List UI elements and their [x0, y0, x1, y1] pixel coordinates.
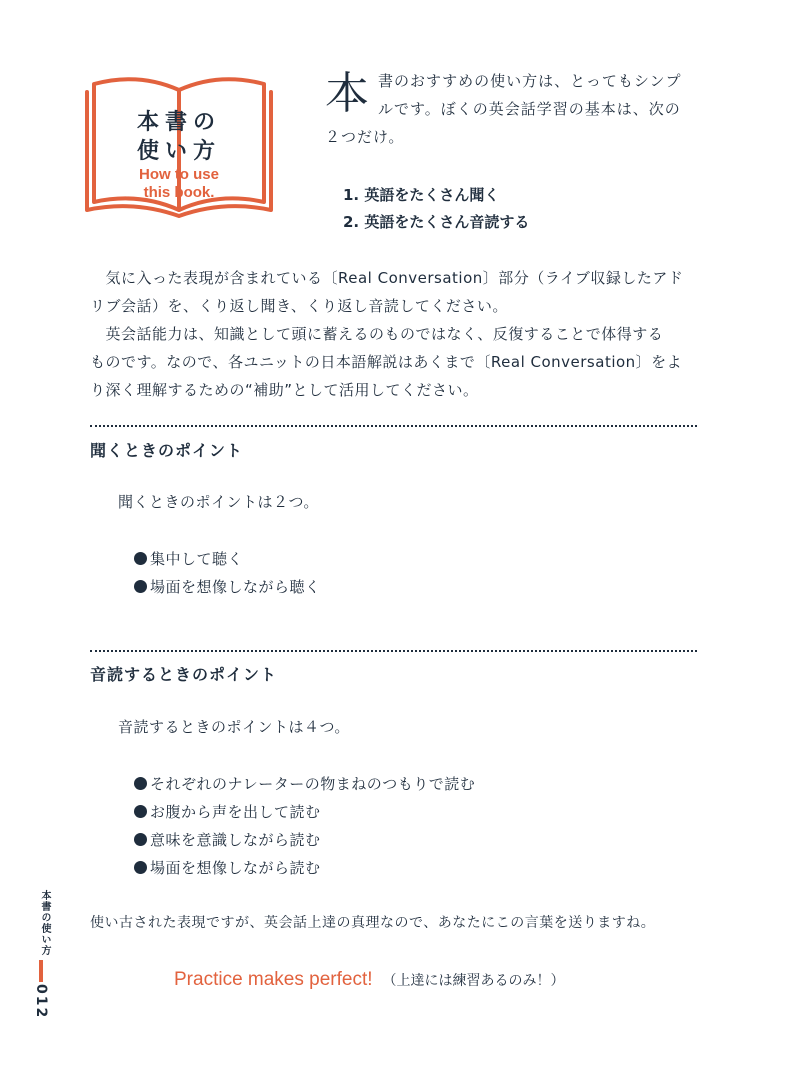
reading-lead: 音読するときのポイントは４つ。	[118, 718, 350, 736]
listening-heading: 聞くときのポイント	[90, 441, 244, 460]
intro-item-1: 1. 英語をたくさん聞く	[343, 186, 500, 204]
dotted-divider	[90, 425, 697, 427]
listening-point-2-text: 場面を想像しながら聴く	[150, 578, 321, 596]
drop-cap: 本	[325, 68, 369, 119]
body-line-2: リブ会話）を、くり返し聞き、くり返し音読してください。	[90, 297, 508, 315]
reading-point-4	[134, 857, 321, 878]
dotted-divider	[90, 650, 697, 652]
closing-text: 使い古された表現ですが、英会話上達の真理なので、あなたにこの言葉を送りますね。	[90, 915, 656, 931]
book-subtitle-line2: this book.	[143, 184, 215, 201]
reading-point-3	[134, 829, 321, 850]
reading-heading: 音読するときのポイント	[90, 665, 278, 684]
section-label: 本書の使い方	[39, 890, 50, 956]
body-line-5: り深く理解するための“補助”として活用してください。	[90, 381, 479, 399]
listening-point-1-text: 集中して聴く	[150, 550, 244, 568]
motto-line	[174, 969, 565, 991]
bullet-dot	[134, 861, 147, 874]
motto-note: （上達には練習あるのみ！）	[382, 973, 565, 989]
bullet-dot	[134, 833, 147, 846]
reading-point-3-text: 意味を意識しながら読む	[150, 831, 321, 849]
intro-line-1: 書のおすすめの使い方は、とってもシンプ	[378, 72, 682, 90]
body-line-1: 気に入った表現が含まれている〔Real Conversation〕部分（ライブ収録したアド	[90, 269, 684, 287]
intro-item-2: 2. 英語をたくさん音読する	[343, 213, 530, 231]
body-line-3: 英会話能力は、知識として頭に蓄えるのものではなく、反復することで体得する	[90, 325, 664, 343]
intro-line-2: ルです。ぼくの英会話学習の基本は、次の	[378, 100, 681, 118]
page-number: 012	[33, 984, 49, 1020]
intro-line-3: ２つだけ。	[325, 128, 405, 146]
listening-lead: 聞くときのポイントは２つ。	[118, 493, 319, 511]
book-title-line1: 本書の	[136, 110, 221, 135]
bullet-dot	[134, 805, 147, 818]
motto: Practice makes perfect!	[174, 969, 373, 990]
body-line-4: ものです。なので、各ユニットの日本語解説はあくまで〔Real Conversation〕をよ	[90, 353, 683, 371]
reading-point-4-text: 場面を想像しながら読む	[150, 859, 321, 877]
reading-point-2-text: お腹から声を出して読む	[150, 803, 321, 821]
book-title-line2: 使い方	[136, 139, 221, 164]
page-number-bar	[39, 960, 43, 982]
listening-point-1	[134, 548, 243, 569]
bullet-dot	[134, 580, 147, 593]
bullet-dot	[134, 552, 147, 565]
listening-point-2	[134, 576, 321, 597]
reading-point-1-text: それぞれのナレーターの物まねのつもりで読む	[150, 775, 476, 793]
book-subtitle-line1: How to use	[138, 166, 219, 183]
reading-point-1	[134, 773, 475, 794]
bullet-dot	[134, 777, 147, 790]
reading-point-2	[134, 801, 321, 822]
